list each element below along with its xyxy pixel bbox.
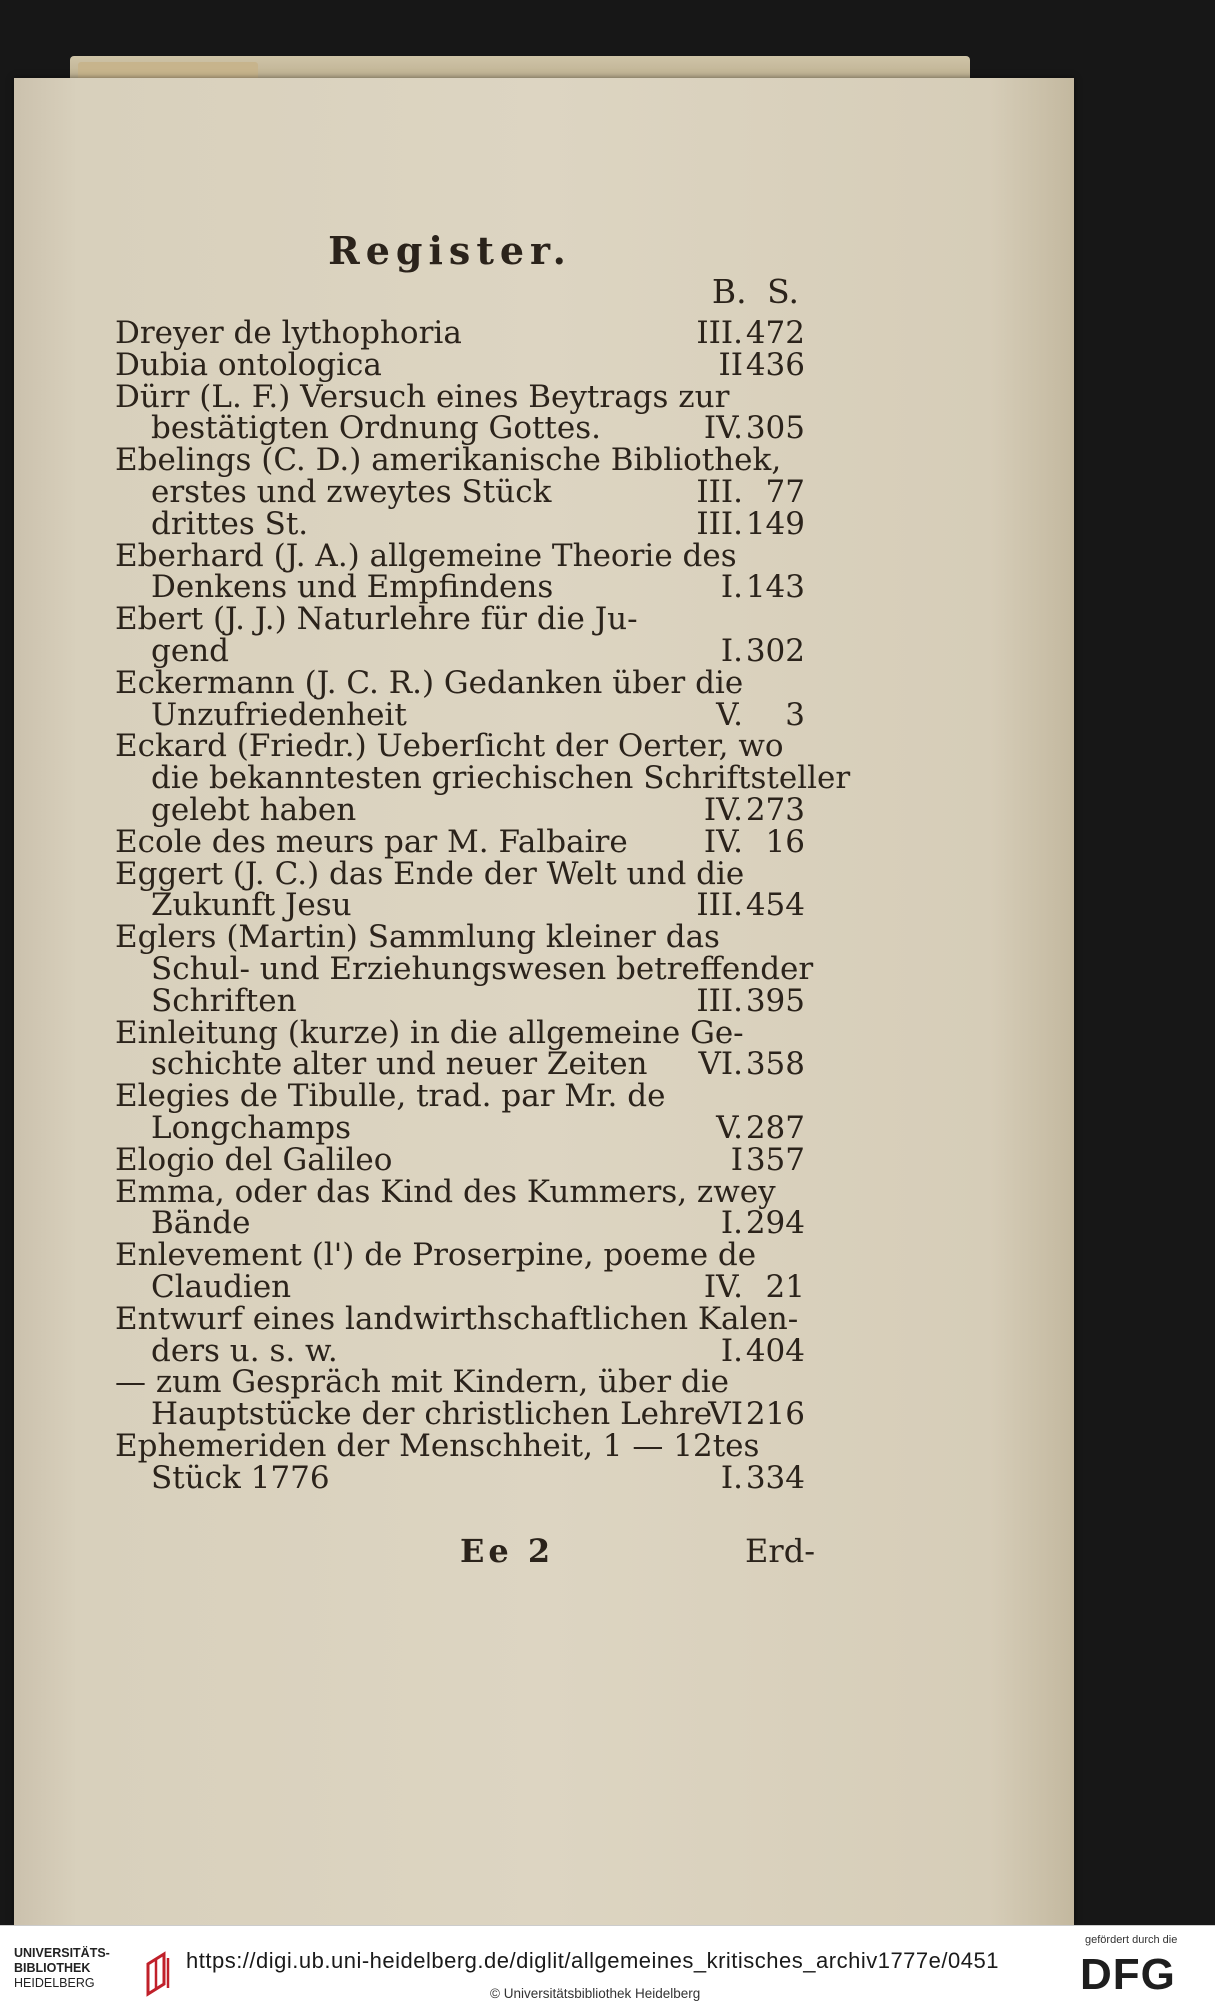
entry-reference: [716, 1109, 805, 1146]
entry-line: [115, 601, 805, 638]
entry-text: schichte alter und neuer Zeiten: [151, 1046, 648, 1083]
register-entry: [115, 601, 805, 669]
entry-line: [115, 1046, 805, 1083]
page-number: 305: [745, 410, 805, 447]
entry-line: [115, 887, 805, 924]
entry-line: [115, 442, 805, 479]
entry-line: [115, 1205, 805, 1242]
entry-line: [115, 1396, 805, 1433]
entry-text: Claudien: [151, 1268, 292, 1305]
volume-number: VI.: [698, 1046, 743, 1083]
entry-text: drittes St.: [151, 505, 309, 542]
entry-text: Dubia ontologica: [115, 346, 382, 383]
volume-number: I.: [720, 1205, 743, 1242]
entry-text: Denkens und Empfindens: [151, 569, 554, 606]
volume-number: I.: [720, 632, 743, 669]
register-entry: [115, 1427, 805, 1496]
page-footer-row: [115, 1532, 815, 1576]
entry-reference: [720, 1459, 805, 1496]
volume-number: III.: [696, 505, 743, 542]
register-entry: [115, 1078, 805, 1146]
entry-text: Einleitung (kurze) in die allgemeine Ge-: [115, 1014, 744, 1051]
entry-line: [115, 1078, 805, 1115]
entry-reference: [720, 1332, 805, 1369]
catchword: Erd-: [745, 1532, 815, 1570]
page-number: 287: [745, 1109, 805, 1146]
entry-text: Zukunft Jesu: [151, 887, 352, 924]
page-number: 436: [745, 346, 805, 383]
entry-line: [115, 1300, 805, 1337]
entry-line: [115, 505, 805, 542]
column-header: B. S.: [711, 272, 799, 311]
volume-number: III.: [696, 982, 743, 1019]
entry-line: [115, 950, 814, 987]
entry-text: bestätigten Ordnung Gottes.: [151, 410, 601, 447]
register-content: [115, 228, 851, 1496]
entry-reference: [718, 346, 806, 383]
page-number: 472: [745, 315, 805, 351]
entry-line: [115, 664, 805, 701]
volume-number: I.: [720, 1459, 743, 1496]
page-number: 149: [745, 505, 805, 542]
entry-reference: [703, 791, 805, 828]
entry-text: Eberhard (J. A.) allgemeine Theorie des: [115, 537, 737, 574]
entry-line: [115, 791, 805, 828]
page-number: 143: [745, 569, 805, 606]
copyright-notice: © Universitätsbibliothek Heidelberg: [490, 1986, 701, 2001]
entry-line: [115, 1014, 805, 1051]
entry-line: [115, 1364, 805, 1401]
entry-text: Dreyer de lythophoria: [115, 315, 462, 351]
register-entry: [115, 315, 805, 351]
entry-reference: [716, 696, 805, 733]
entry-line: [115, 632, 805, 669]
volume-number: III.: [696, 887, 743, 924]
entry-line: [115, 1237, 805, 1274]
page-number: 302: [745, 632, 805, 669]
page-number: 334: [745, 1459, 805, 1496]
entry-text: Dürr (L. F.) Versuch eines Beytrags zur: [115, 378, 730, 415]
entry-line: [115, 1173, 805, 1210]
entry-text: Eglers (Martin) Sammlung kleiner das: [115, 919, 720, 956]
volume-number: III.: [696, 315, 743, 351]
register-entry: [115, 919, 814, 1019]
entry-line: [115, 823, 805, 860]
register-entry: [115, 1300, 805, 1369]
volume-number: IV.: [703, 1268, 743, 1305]
entry-text: gend: [151, 632, 229, 669]
entry-text: Eckermann (J. C. R.) Gedanken über die: [115, 664, 744, 701]
library-logo[interactable]: [14, 1946, 174, 1998]
register-entry: [115, 1173, 805, 1242]
page-number: 358: [745, 1046, 805, 1083]
register-entry: [115, 823, 805, 860]
entry-reference: [696, 473, 805, 510]
entry-reference: [696, 982, 805, 1019]
page-number: 3: [785, 696, 805, 733]
entry-text: Schul- und Erziehungswesen betreffender: [151, 950, 814, 987]
register-entry: [115, 537, 805, 606]
register-entry: [115, 664, 805, 733]
entry-line: [115, 473, 805, 510]
entry-line: [115, 1427, 805, 1464]
entry-text: Eggert (J. C.) das Ende der Welt und die: [115, 855, 745, 892]
page-number: 77: [765, 473, 805, 510]
register-entry: [115, 728, 851, 828]
entry-line: [115, 1332, 805, 1369]
entry-reference: [720, 1205, 805, 1242]
page-number: 404: [745, 1332, 805, 1369]
entry-line: [115, 378, 805, 415]
register-entry: [115, 855, 805, 924]
volume-number: V.: [716, 696, 743, 733]
volume-number: I.: [720, 1332, 743, 1369]
volume-number: VI: [708, 1396, 743, 1433]
entry-text: Unzufriedenheit: [151, 696, 407, 733]
register-entry: [115, 1237, 805, 1305]
entry-text: Longchamps: [151, 1109, 352, 1146]
entry-line: [115, 346, 805, 383]
volume-number: III.: [696, 473, 743, 510]
entry-reference: [720, 569, 805, 606]
entry-line: [115, 982, 805, 1019]
register-entry: [115, 1014, 805, 1083]
entry-text: Elogio del Galileo: [115, 1141, 393, 1178]
entry-text: Enlevement (l') de Proserpine, poeme de: [115, 1237, 757, 1274]
entry-reference: [696, 315, 805, 351]
register-entry: [115, 505, 805, 542]
entry-text: Hauptstücke der christlichen Lehre: [151, 1396, 713, 1433]
entry-text: — zum Gespräch mit Kindern, über die: [115, 1364, 730, 1401]
entry-reference: [696, 887, 805, 924]
entry-line: [115, 537, 805, 574]
dfg-logo[interactable]: DFG: [1080, 1950, 1176, 1999]
entry-line: [115, 855, 805, 892]
entry-text: Eckard (Friedr.) Ueberſicht der Oerter, wo: [115, 728, 784, 765]
page-number: 454: [745, 887, 805, 924]
entry-text: erstes und zweytes Stück: [151, 473, 552, 510]
page-number: 357: [745, 1141, 805, 1178]
signature-mark: Ee 2: [460, 1532, 555, 1570]
logo-line2: BIBLIOTHEK: [14, 1961, 91, 1975]
page-number: 395: [745, 982, 805, 1019]
entry-line: [115, 1141, 805, 1178]
entry-reference: [703, 410, 805, 447]
volume-number: IV.: [703, 791, 743, 828]
logo-line3: HEIDELBERG: [14, 1976, 95, 1990]
entry-line: [115, 315, 805, 351]
page-title: Register.: [328, 228, 572, 273]
entry-text: ders u. s. w.: [151, 1332, 338, 1369]
register-entry: [115, 378, 805, 447]
register-entry: [115, 1364, 805, 1433]
viewer-footer: [0, 1925, 1215, 2013]
entry-line: [115, 760, 851, 797]
entry-line: [115, 1109, 805, 1146]
register-entries: [115, 315, 851, 1496]
entry-text: Ephemeriden der Menschheit, 1 — 12tes: [115, 1427, 760, 1464]
volume-number: IV.: [703, 410, 743, 447]
page-number: 294: [745, 1205, 805, 1242]
entry-text: Emma, oder das Kind des Kummers, zwey: [115, 1173, 776, 1210]
funding-note: gefördert durch die: [1085, 1934, 1178, 1946]
entry-text: Elegies de Tibulle, trad. par Mr. de: [115, 1078, 666, 1115]
entry-text: Ebert (J. J.) Naturlehre für die Ju-: [115, 601, 638, 638]
entry-line: [115, 919, 805, 956]
entry-reference: [696, 505, 805, 542]
volume-number: II: [718, 346, 743, 383]
page-number: 16: [765, 823, 805, 860]
register-entry: [115, 1141, 805, 1178]
library-logo-text: [14, 1946, 110, 1991]
entry-text: Bände: [151, 1205, 251, 1242]
volume-number: IV.: [703, 823, 743, 860]
entry-line: [115, 696, 805, 733]
entry-line: [115, 569, 805, 606]
volume-number: I.: [720, 569, 743, 606]
entry-reference: [703, 823, 805, 860]
register-entry: [115, 346, 805, 383]
entry-reference: [708, 1396, 805, 1433]
entry-text: Schriften: [151, 982, 297, 1019]
entry-text: Ebelings (C. D.) amerikanische Bibliothek,: [115, 442, 782, 479]
page-number: 216: [745, 1396, 805, 1433]
page-url[interactable]: https://digi.ub.uni-heidelberg.de/diglit/allgemeines_kritisches_archiv1777e/0451: [186, 1948, 999, 1973]
register-entry: [115, 442, 805, 510]
volume-number: V.: [716, 1109, 743, 1146]
page-number: 21: [765, 1268, 805, 1305]
entry-text: Entwurf eines landwirthschaftlichen Kalen-: [115, 1300, 799, 1337]
library-emblem-icon: [134, 1950, 178, 1998]
entry-text: die bekanntesten griechischen Schriftsteller: [151, 760, 851, 797]
entry-text: Ecole des meurs par M. Falbaire: [115, 823, 628, 860]
entry-line: [115, 1459, 805, 1496]
logo-line1: UNIVERSITÄTS-: [14, 1946, 110, 1960]
entry-text: Stück 1776: [151, 1459, 330, 1496]
entry-reference: [730, 1141, 805, 1178]
entry-reference: [698, 1046, 806, 1083]
entry-text: gelebt haben: [151, 791, 357, 828]
entry-line: [115, 728, 805, 765]
entry-line: [115, 1268, 805, 1305]
volume-number: I: [730, 1141, 743, 1178]
entry-line: [115, 410, 805, 447]
entry-reference: [703, 1268, 805, 1305]
entry-reference: [720, 632, 805, 669]
page-number: 273: [745, 791, 805, 828]
